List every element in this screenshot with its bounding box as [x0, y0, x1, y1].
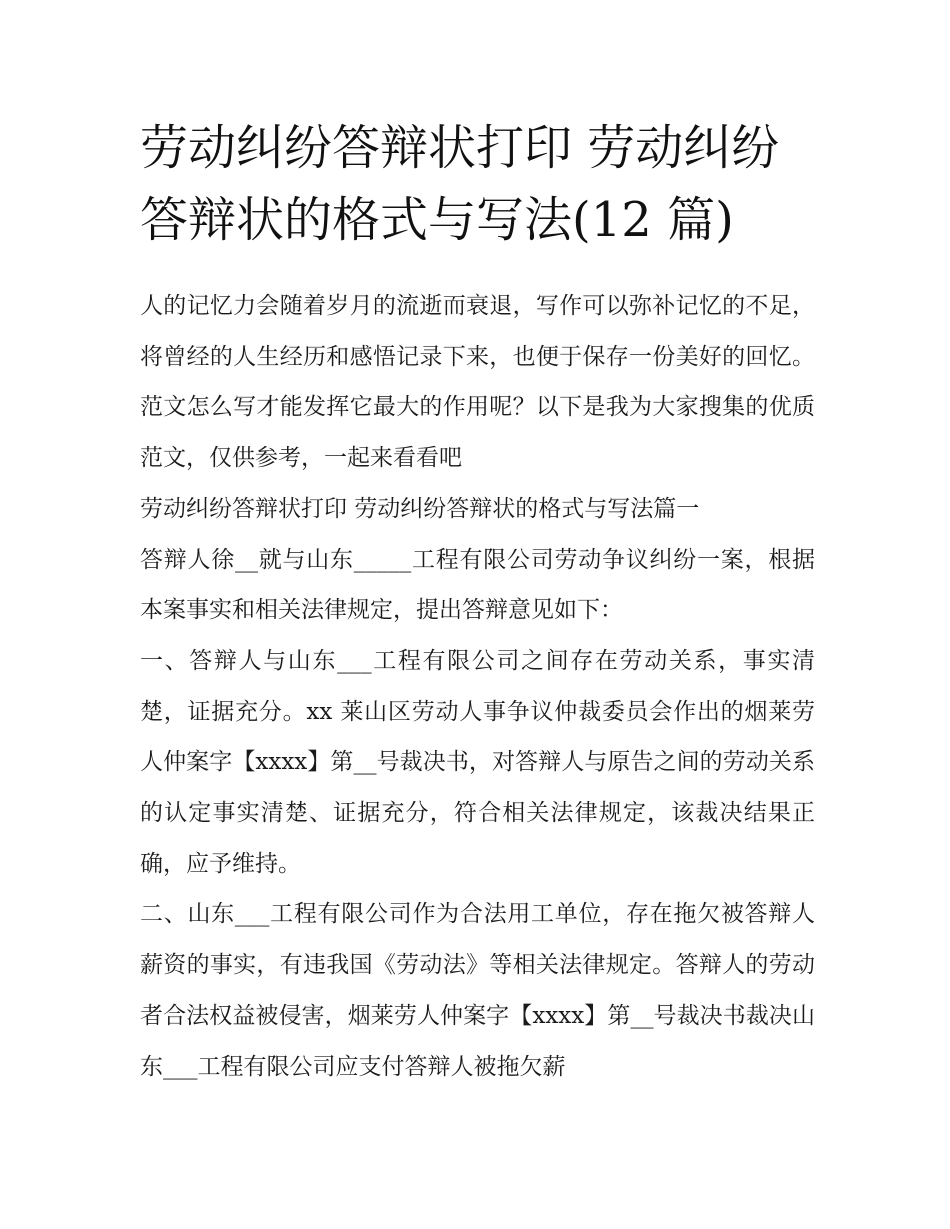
document-body	[140, 281, 815, 1092]
point-two-paragraph: 二、山东___工程有限公司作为合法用工单位，存在拖欠被答辩人薪资的事实，有违我国《劳动法》等相关法律规定。答辩人的劳动者合法权益被侵害，烟莱劳人仲案字【xxxx】第__号裁决书裁决山东___工程有限公司应支付答辩人被拖欠薪	[140, 901, 815, 1080]
section-heading: 劳动纠纷答辩状打印 劳动纠纷答辩状的格式与写法篇一	[140, 495, 700, 522]
opening-paragraph: 答辩人徐__就与山东_____工程有限公司劳动争议纠纷一案，根据本案事实和相关法律规定，提出答辩意见如下：	[140, 546, 815, 624]
intro-paragraph: 人的记忆力会随着岁月的流逝而衰退，写作可以弥补记忆的不足，将曾经的人生经历和感悟记录下来，也便于保存一份美好的回忆。范文怎么写才能发挥它最大的作用呢？以下是我为大家搜集的优质范文，仅供参考，一起来看看吧	[140, 293, 815, 472]
document-title: 劳动纠纷答辩状打印 劳动纠纷答辩状的格式与写法(12 篇)	[140, 120, 780, 248]
document-page	[140, 112, 815, 1092]
point-one-paragraph: 一、答辩人与山东___工程有限公司之间存在劳动关系，事实清楚，证据充分。xx 莱山区劳动人事争议仲裁委员会作出的烟莱劳人仲案字【xxxx】第__号裁决书，对答辩人与原告之间的劳动关系的认定事实清楚、证据充分，符合相关法律规定，该裁决结果正确，应予维持。	[140, 647, 815, 877]
